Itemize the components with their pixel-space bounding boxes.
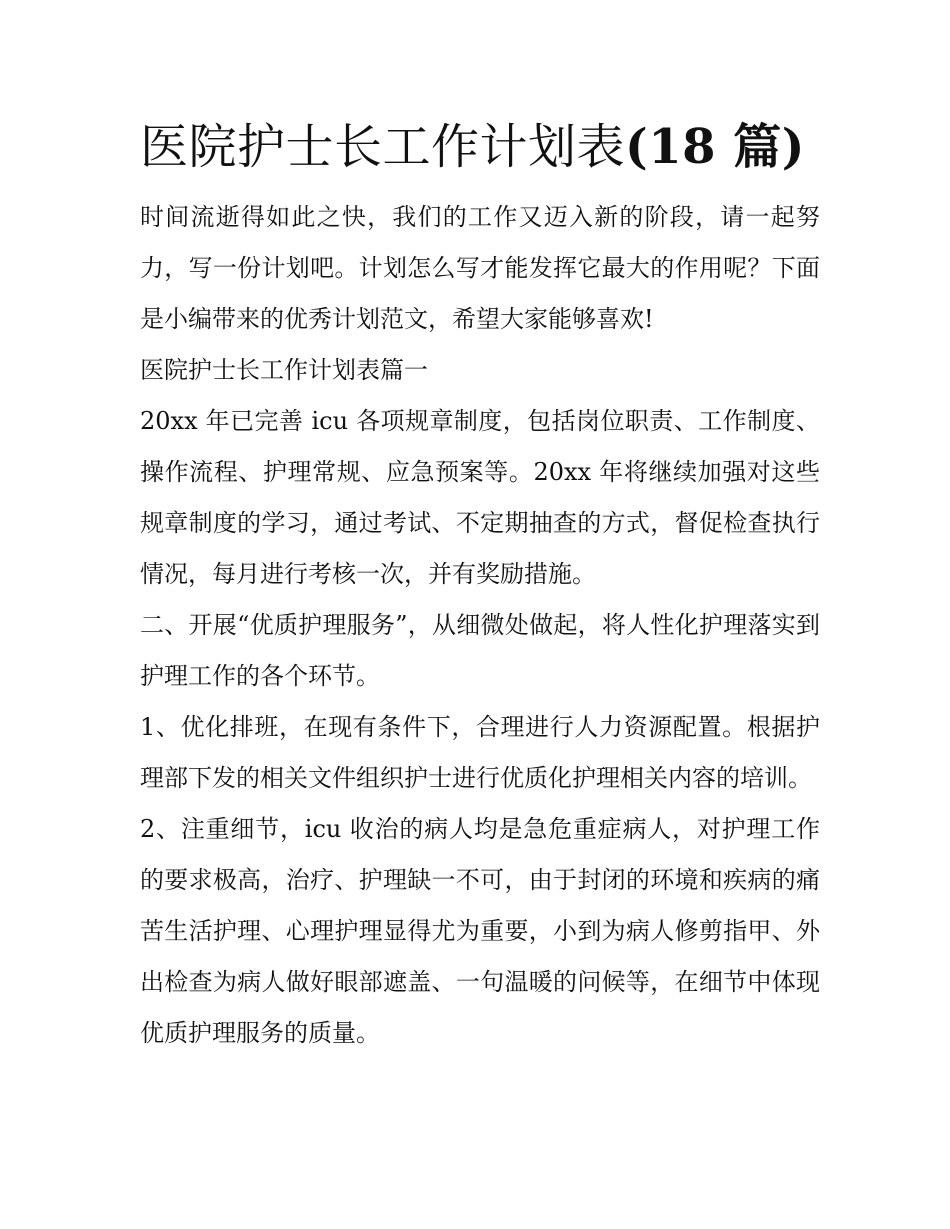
body-paragraph-details: 2、注重细节，icu 收治的病人均是急危重症病人，对护理工作的要求极高，治疗、护理缺一不可，由于封闭的环境和疾病的痛苦生活护理、心理护理显得尤为重要，小到为病人修剪指甲、外出检查为病人做好眼部遮盖、一句温暖的问候等，在细节中体现优质护理服务的质量。 xyxy=(140,815,820,1047)
body-paragraph-quality-service: 二、开展“优质护理服务”，从细微处做起，将人性化护理落实到护理工作的各个环节。 xyxy=(140,611,820,690)
document-title-text: 医院护士长工作计划表 xyxy=(140,119,626,175)
body-paragraph-scheduling: 1、优化排班，在现有条件下，合理进行人力资源配置。根据护理部下发的相关文件组织护士进行优质化护理相关内容的培训。 xyxy=(140,713,820,792)
section-heading: 医院护士长工作计划表篇一 xyxy=(140,356,428,384)
body-paragraph-rules: 20xx 年已完善 icu 各项规章制度，包括岗位职责、工作制度、操作流程、护理常规、应急预案等。20xx 年将继续加强对这些规章制度的学习，通过考试、不定期抽查的方式，督促检查执行情况，每月进行考核一次，并有奖励措施。 xyxy=(140,407,820,588)
document-title xyxy=(140,118,820,176)
document-body xyxy=(140,118,820,1059)
intro-paragraph: 时间流逝得如此之快，我们的工作又迈入新的阶段，请一起努力，写一份计划吧。计划怎么写才能发挥它最大的作用呢？下面是小编带来的优秀计划范文，希望大家能够喜欢! xyxy=(140,203,820,333)
document-title-count: (18 篇) xyxy=(625,119,805,175)
